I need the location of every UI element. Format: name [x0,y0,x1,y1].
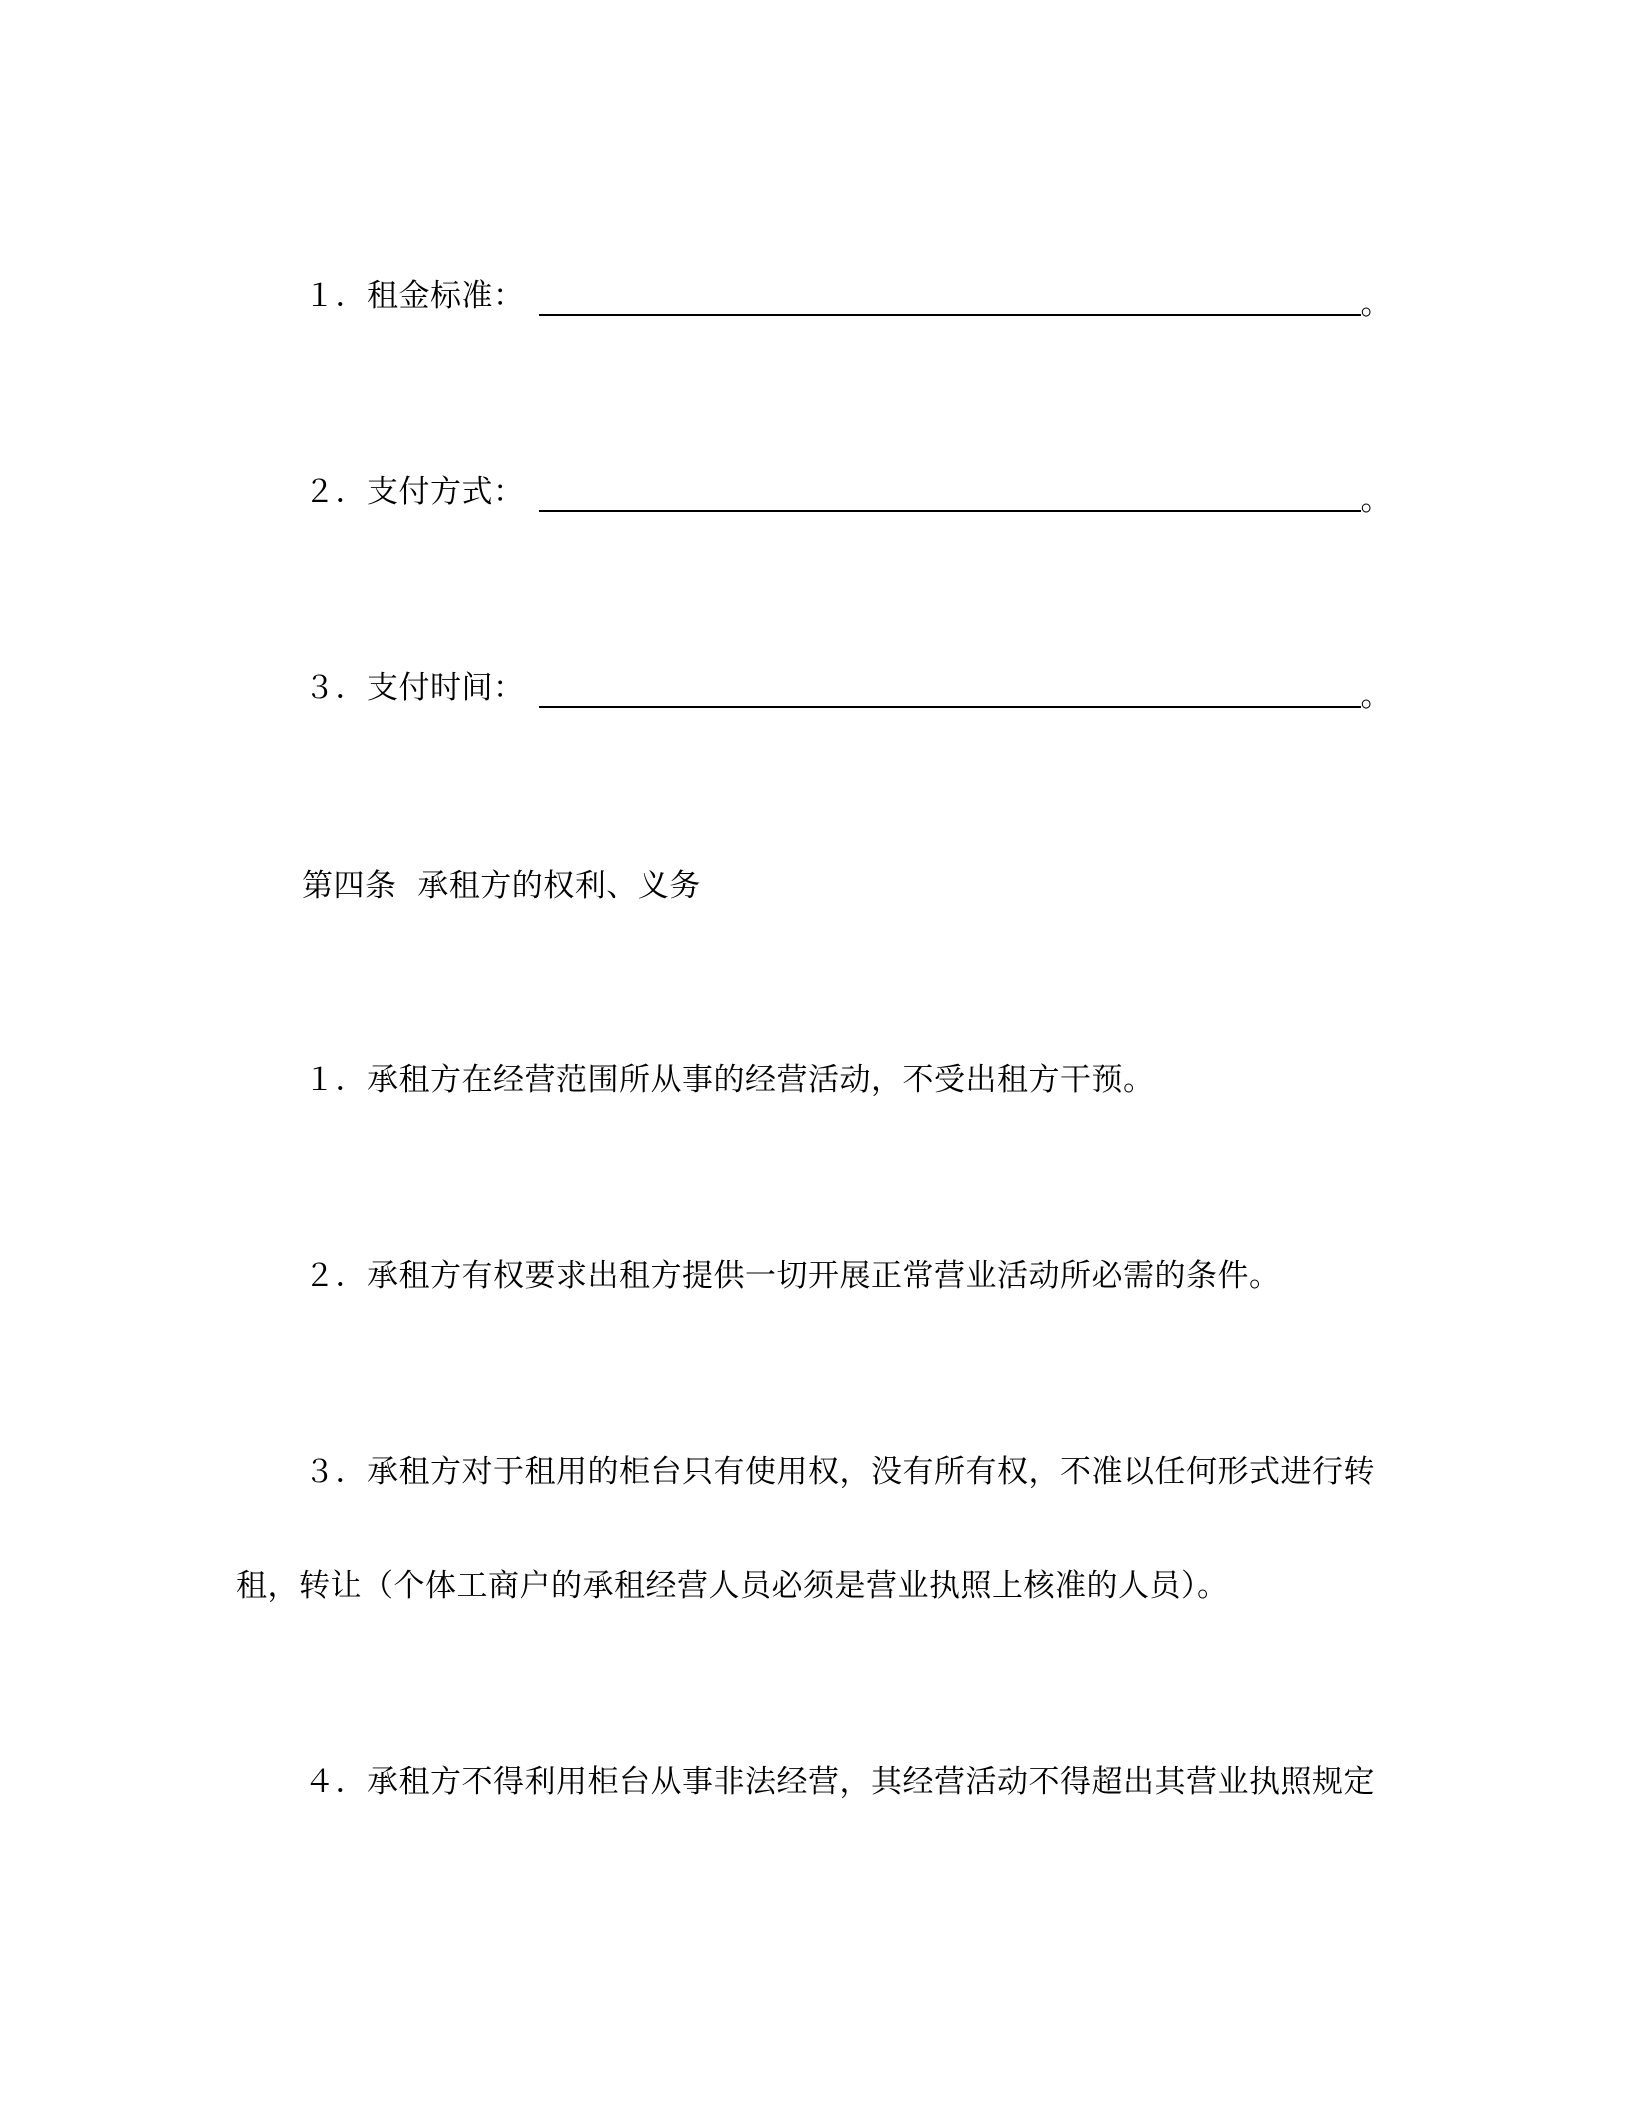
payment-method-period: 。 [1360,482,1392,518]
clause-1: １．承租方在经营范围所从事的经营活动，不受出租方干预。 [304,1062,1155,1098]
rent-standard-blank[interactable] [539,278,1361,316]
payment-time-label: ３．支付时间： [304,670,525,706]
payment-method-field [304,472,1392,518]
payment-time-field [304,668,1392,714]
clause-4-line-1: ４．承租方不得利用柜台从事非法经营，其经营活动不得超出其营业执照规定 [304,1764,1375,1800]
article-heading: 第四条 承租方的权利、义务 [302,868,701,904]
clause-2: ２．承租方有权要求出租方提供一切开展正常营业活动所必需的条件。 [304,1258,1281,1294]
payment-time-blank[interactable] [539,670,1361,708]
payment-method-blank[interactable] [539,474,1361,512]
clause-3-line-2: 租，转让（个体工商户的承租经营人员必须是营业执照上核准的人员）。 [236,1568,1229,1604]
clause-3-line-1: ３．承租方对于租用的柜台只有使用权，没有所有权，不准以任何形式进行转 [304,1454,1375,1490]
rent-standard-period: 。 [1360,286,1392,322]
rent-standard-field [304,276,1392,322]
rent-standard-label: １．租金标准： [304,278,525,314]
payment-method-label: ２．支付方式： [304,474,525,510]
payment-time-period: 。 [1360,678,1392,714]
